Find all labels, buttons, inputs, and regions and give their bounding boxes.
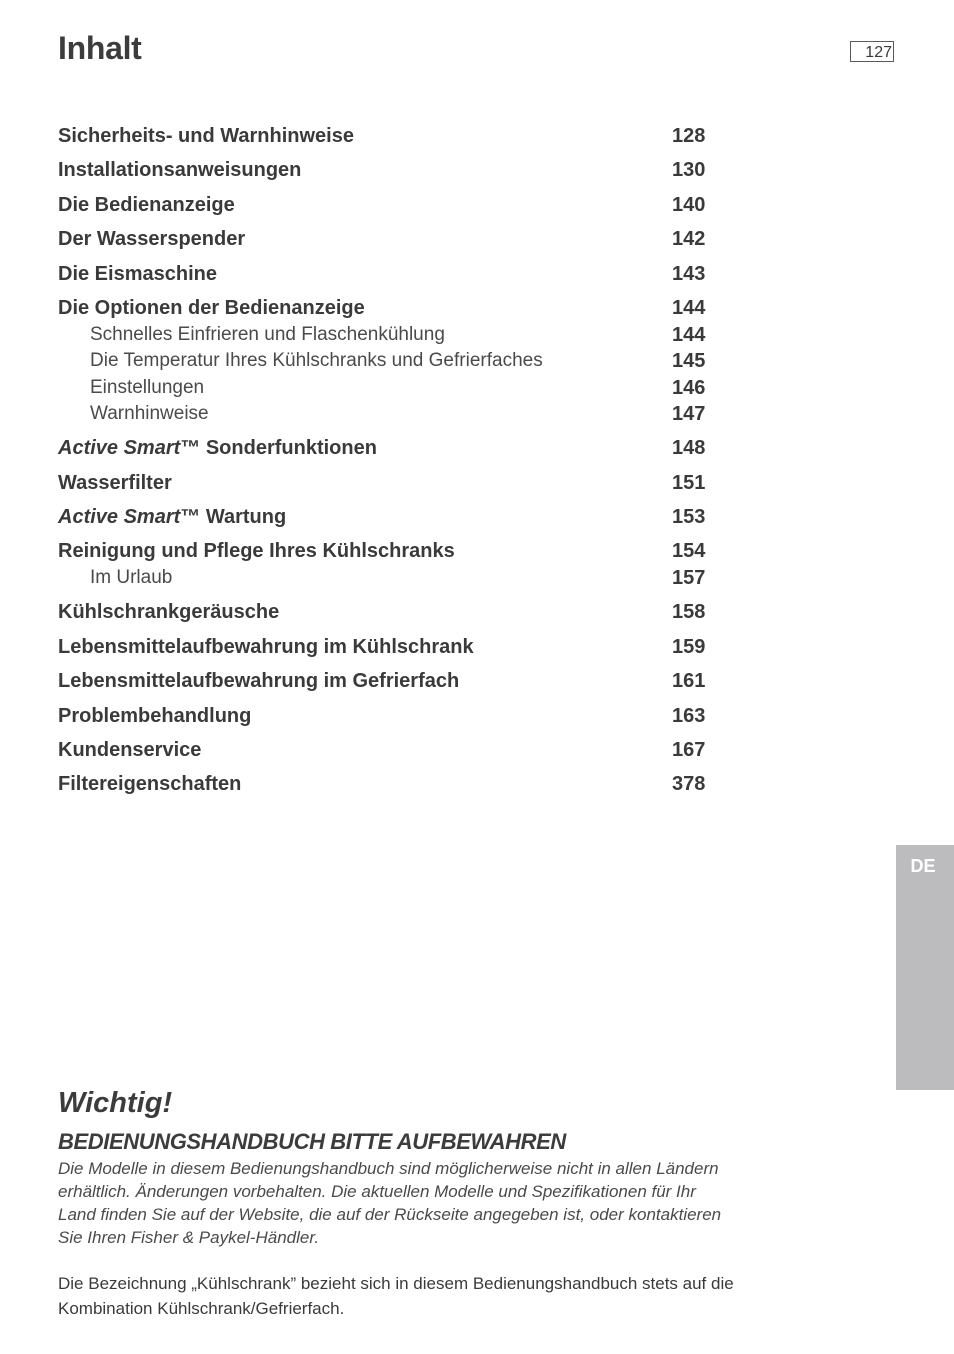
- toc-entry-label-text: Der Wasserspender: [58, 228, 246, 250]
- toc-entry-page: 154: [672, 540, 706, 562]
- toc-entry-label-text: Reinigung und Pflege Ihres Kühlschranks: [58, 540, 455, 562]
- toc-entry-label-text: ™ Wartung: [180, 506, 287, 528]
- toc-entry-page: 378: [672, 773, 706, 795]
- notice-heading: Wichtig!: [58, 1087, 173, 1119]
- toc-entry-label: [58, 159, 301, 182]
- toc-entry-label: [58, 297, 365, 320]
- toc-subentry: [58, 567, 708, 597]
- toc-entry-label-text: Schnelles Einfrieren und Flaschenkühlung: [90, 324, 445, 345]
- toc-entry: [58, 159, 708, 189]
- toc-entry-label-text: Filtereigenschaften: [58, 773, 242, 795]
- toc-entry-label-italic: Active Smart: [58, 506, 181, 528]
- toc-entry-page: 147: [672, 403, 706, 425]
- toc-entry-page: 144: [672, 297, 706, 319]
- toc-entry-label-text: Die Eismaschine: [58, 263, 217, 285]
- language-tab: [896, 845, 954, 1090]
- toc-entry-label: [58, 540, 455, 563]
- toc-entry-label: [58, 601, 279, 624]
- toc-entry: [58, 636, 708, 666]
- toc-entry-label-text: Die Bedienanzeige: [58, 194, 235, 216]
- toc-entry-label-text: Im Urlaub: [90, 567, 173, 588]
- toc-entry-label: [58, 472, 172, 495]
- toc-entry-page: 146: [672, 377, 706, 399]
- toc-entry-label-text: Die Temperatur Ihres Kühlschranks und Gefrierfaches: [90, 350, 543, 371]
- toc-entry: [58, 472, 708, 502]
- notice-italic-line: Sie Ihren Fisher & Paykel-Händler.: [58, 1228, 320, 1247]
- toc-entry-page: 153: [672, 506, 706, 528]
- toc-entry-label-text: Wasserfilter: [58, 472, 172, 494]
- toc-entry-label-text: Sicherheits- und Warnhinweise: [58, 125, 354, 147]
- toc-entry-page: 140: [672, 194, 706, 216]
- toc-entry-label: [58, 506, 286, 529]
- toc-entry-label-text: Kundenservice: [58, 739, 202, 761]
- toc-entry: [58, 263, 708, 293]
- toc-entry-page: 167: [672, 739, 706, 761]
- notice-italic-line: Land finden Sie auf der Website, die auf der Rückseite angegeben ist, oder kontaktieren: [58, 1205, 722, 1224]
- notice-definition-paragraph: [58, 1271, 818, 1321]
- toc-entry: [58, 297, 708, 327]
- toc-entry-page: 128: [672, 125, 706, 147]
- toc-entry-label: [58, 125, 354, 148]
- toc-entry-label: [58, 705, 251, 728]
- toc-entry: [58, 773, 708, 803]
- toc-subentry: [58, 350, 708, 380]
- toc-entry-label: [58, 194, 235, 217]
- notice-definition-line: Kombination Kühlschrank/Gefrierfach.: [58, 1299, 345, 1318]
- toc-entry-label: [58, 228, 245, 251]
- toc-entry-page: 163: [672, 705, 706, 727]
- toc-entry-page: 151: [672, 472, 706, 494]
- toc-entry-label-text: ™ Sonderfunktionen: [180, 437, 377, 459]
- toc-entry-page: 130: [672, 159, 706, 181]
- toc-entry-page: 159: [672, 636, 706, 658]
- toc-entry-page: 161: [672, 670, 706, 692]
- toc-entry: [58, 739, 708, 769]
- toc-entry-page: 144: [672, 324, 706, 346]
- toc-entry: [58, 194, 708, 224]
- toc-entry-label-text: Problembehandlung: [58, 705, 252, 727]
- toc-subentry: [58, 403, 708, 433]
- toc-entry-label: [90, 324, 445, 346]
- toc-entry: [58, 670, 708, 700]
- toc-entry-label-text: Lebensmittelaufbewahrung im Kühlschrank: [58, 636, 474, 658]
- toc-entry-label-text: Lebensmittelaufbewahrung im Gefrierfach: [58, 670, 460, 692]
- toc-entry-page: 143: [672, 263, 706, 285]
- notice-definition-line: Die Bezeichnung „Kühlschrank” bezieht sich in diesem Bedienungshandbuch stets auf die: [58, 1274, 734, 1293]
- toc-entry: [58, 705, 708, 735]
- page-title: Inhalt: [58, 30, 142, 66]
- toc-entry: [58, 228, 708, 258]
- toc-entry: [58, 125, 708, 155]
- toc-entry-label: [90, 350, 543, 372]
- toc-entry-label-text: Die Optionen der Bedienanzeige: [58, 297, 365, 319]
- toc-entry-label: [58, 636, 474, 659]
- toc-entry-label-text: Warnhinweise: [90, 403, 209, 424]
- toc-entry-label-text: Einstellungen: [90, 377, 205, 398]
- toc-entry-label: [58, 739, 201, 762]
- toc-entry-label: [58, 670, 459, 693]
- toc-entry: [58, 601, 708, 631]
- notice-italic-line: erhältlich. Änderungen vorbehalten. Die aktuellen Modelle und Spezifikationen für Ihr: [58, 1182, 696, 1201]
- toc-entry-page: 158: [672, 601, 706, 623]
- toc-entry-page: 148: [672, 437, 706, 459]
- toc-entry-label: [58, 773, 241, 796]
- page-number-box: 127: [850, 41, 894, 62]
- toc-entry: [58, 540, 708, 570]
- toc-entry-label-text: Installationsanweisungen: [58, 159, 302, 181]
- toc-entry-page: 157: [672, 567, 706, 589]
- toc-entry: [58, 506, 708, 536]
- toc-entry-label: [90, 403, 209, 425]
- notice-italic-line: Die Modelle in diesem Bedienungshandbuch sind möglicherweise nicht in allen Ländern: [58, 1159, 719, 1178]
- toc-entry-label-italic: Active Smart: [58, 437, 181, 459]
- toc-entry-page: 142: [672, 228, 706, 250]
- toc-entry: [58, 437, 708, 467]
- toc-entry-label: [90, 567, 172, 589]
- notice-italic-paragraph: [58, 1157, 758, 1249]
- toc-entry-label-text: Kühlschrankgeräusche: [58, 601, 280, 623]
- toc-entry-label: [58, 437, 377, 460]
- toc-entry-label: [58, 263, 217, 286]
- toc-entry-page: 145: [672, 350, 706, 372]
- toc-entry-label: [90, 377, 204, 399]
- language-tab-label: DE: [910, 856, 936, 876]
- notice-subheading: BEDIENUNGSHANDBUCH BITTE AUFBEWAHREN: [58, 1129, 566, 1154]
